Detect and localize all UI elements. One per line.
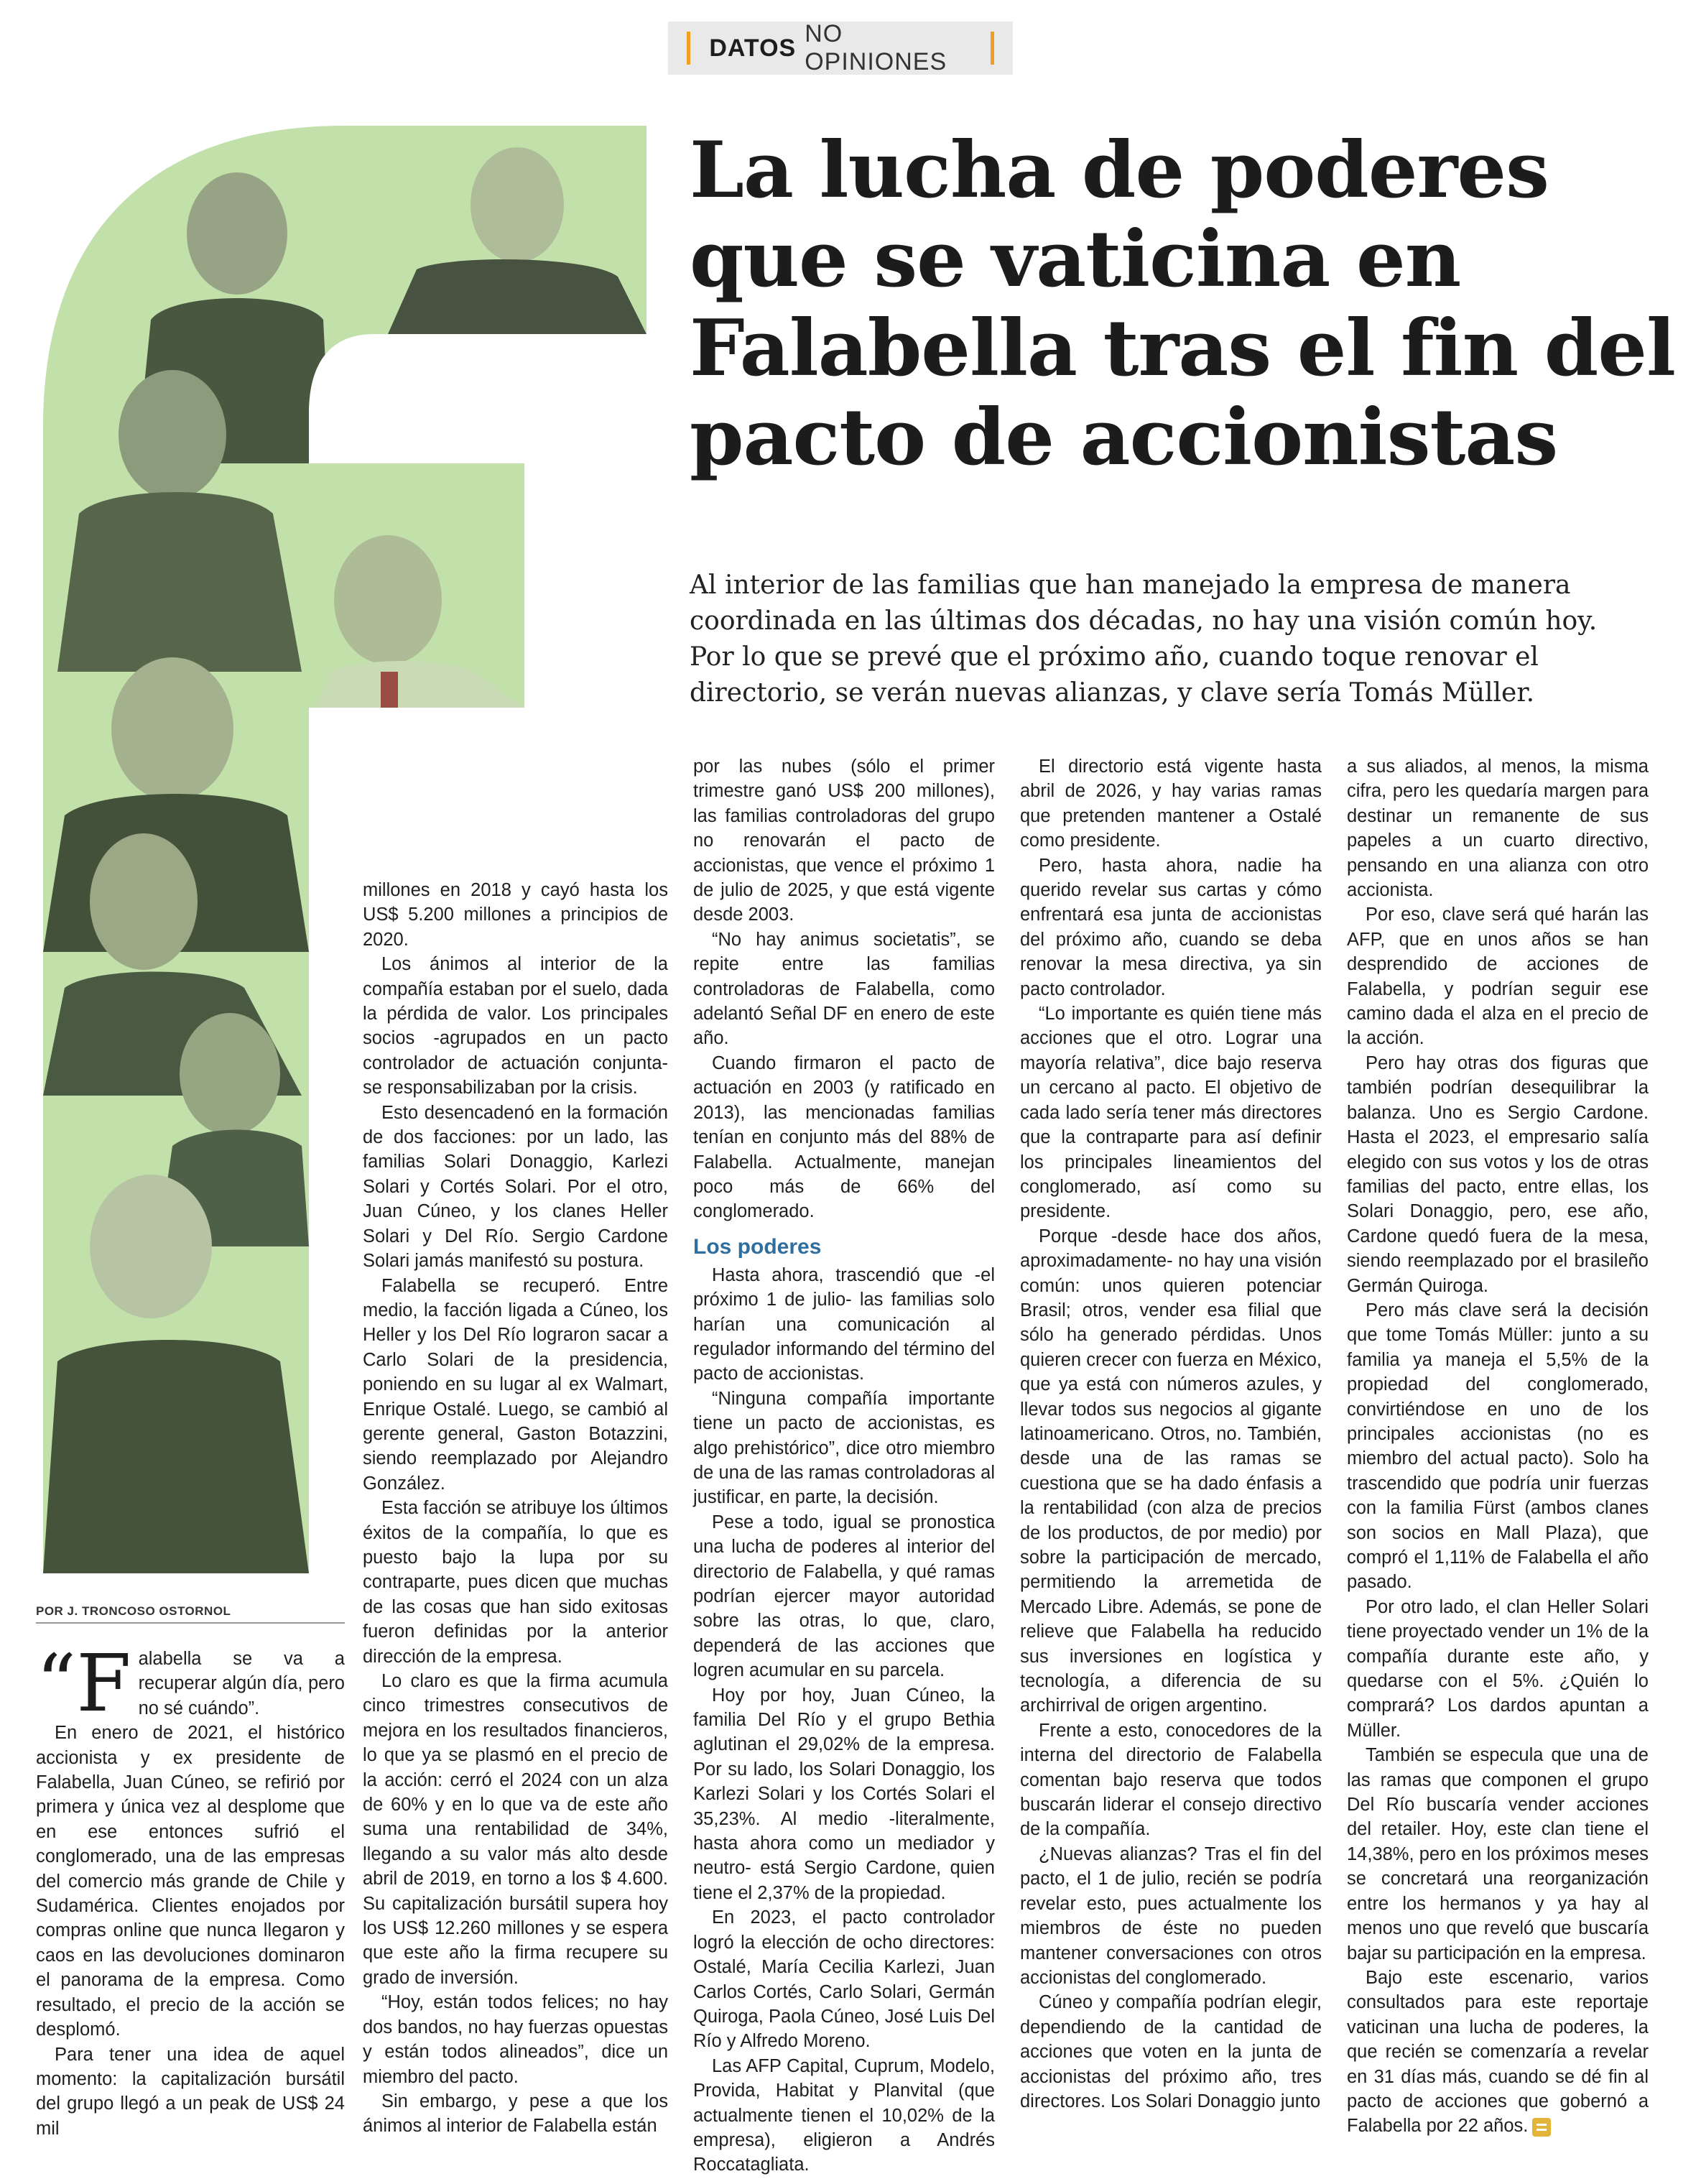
paragraph: “Lo importante es quién tiene más acciones que el otro. Lograr una mayoría relativa”, dice bajo reserva un cercano al pacto. El objetivo de cada lado sería tener más directores que la contraparte para así definir los principales lineamientos del conglomerado, así como su presidente. [1020, 1004, 1322, 1222]
paragraph: Por otro lado, el clan Heller Solari tiene proyectado vender un 1% de la compañía durante este año, y quedarse con el 5%. ¿Quién lo comprará? Los dardos apuntan a Müller. [1347, 1596, 1649, 1741]
paragraph: Pero, hasta ahora, nadie ha querido revelar sus cartas y cómo enfrentará esa junta de accionistas del próximo año, cuando se deba renovar la mesa directiva, ya sin pacto controlador. [1020, 855, 1322, 999]
paragraph: ¿Nuevas alianzas? Tras el fin del pacto, el 1 de julio, recién se podría revelar esto, pues actualmente los miembros de éste no pueden mantener conversaciones con otros accionistas del conglomerado. [1020, 1843, 1322, 1988]
paragraph: En enero de 2021, el histórico accionista y ex presidente de Falabella, Juan Cúneo, se refirió por primera y única vez al desplome que en ese entonces sufrió el conglomerado, una de las empresas del comercio más grande de Chile y Sudamérica. Clientes enojados por compras online que nunca llegaron y caos en las devoluciones dominaron el panorama de la empresa. Como resultado, el precio de la acción se desplomó. [36, 1723, 345, 2040]
paragraph: a sus aliados, al menos, la misma cifra, pero les quedaría margen para destinar un remanente de sus papeles a un cuarto directivo, pensando en una alianza con otro accionista. [1347, 756, 1649, 901]
section-tag-light: NO OPINIONES [805, 20, 947, 75]
paragraph: Frente a esto, conocedores de la interna del directorio de Falabella comentan bajo reserva que todos buscarán liderar el consejo directivo de la compañía. [1020, 1720, 1322, 1840]
paragraph: Pero más clave será la decisión que tome Tomás Müller: junto a su familia ya maneja el 5,5% de la propiedad del conglomerado, convirtiéndose en uno de los principales accionistas (no es miembro del actual pacto). Solo ha trascendido que podría unir fuerzas con la familia Fürst (ambos clanes son socios en Mall Plaza), que compró el 1,11% de Falabella el año pasado. [1347, 1300, 1649, 1593]
paragraph: “No hay animus societatis”, se repite entre las familias controladoras de Falabella, como adelantó Señal DF en enero de este año. [693, 929, 995, 1049]
paragraph: “Hoy, están todos felices; no hay dos bandos, no hay fuerzas opuestas y están todos alineados”, dice un miembro del pacto. [363, 1992, 668, 2087]
paragraph: millones en 2018 y cayó hasta los US$ 5.200 millones a principios de 2020. [363, 880, 668, 950]
paragraph: Porque -desde hace dos años, aproximadamente- no hay una visión común: unos quieren potenciar Brasil; otros, vender esa filial que sólo ha generado pérdidas. Unos quieren crecer con fuerza en México, que ya está con números azules, y llevar todos sus negocios al gigante latinoamericano. Otros, no. También, desde una de las ramas se cuestiona que se ha dado énfasis a la rentabilidad (con alza de precios de los productos, de por medio) por sobre la participación de mercado, permitiendo la arremetida de Mercado Libre. Además, se pone de relieve que Falabella ha reducido sus inversiones en logística y tecnología, a diferencia de su archirrival de origen argentino. [1020, 1226, 1322, 1716]
lead-paragraph [36, 1637, 345, 1729]
paragraph: Hasta ahora, trascendió que -el próximo 1 de julio- las familias solo harían una comunicación al regulador informando del término del pacto de accionistas. [693, 1264, 995, 1384]
byline-rule [36, 1622, 345, 1624]
paragraph: Cuando firmaron el pacto de actuación en 2003 (y ratificado en 2013), las mencionadas familias tenían en conjunto más del 88% de Falabella. Actualmente, manejan poco más de 66% del conglomerado. [693, 1052, 995, 1222]
article-column-4 [1020, 754, 1322, 2114]
paragraph: Esto desencadenó en la formación de dos facciones: por un lado, las familias Solari Donaggio, Karlezi Solari y Cortés Solari. Por el otro, Juan Cúneo, y los clanes Heller Solari y Del Río. Sergio Cardone Solari jamás manifestó su postura. [363, 1102, 668, 1272]
section-tag-right-bar [991, 32, 994, 65]
subhead-los-poderes: Los poderes [693, 1234, 822, 1259]
paragraph: “Ninguna compañía importante tiene un pacto de accionistas, es algo prehistórico”, dice otro miembro de una de las ramas controladoras al justificar, en parte, la decisión. [693, 1388, 995, 1508]
section-tag-left-bar [687, 32, 690, 65]
paragraph: Sin embargo, y pese a que los ánimos al interior de Falabella están [363, 2091, 668, 2137]
paragraph: También se especula que una de las ramas que componen el grupo Del Río buscaría vender acciones del retailer. Hoy, este clan tiene el 14,38%, pero en los próximos meses se concretará una reorganización entre los hermanos y ya hay al menos uno que reveló que buscaría bajar su participación en la empresa. [1347, 1745, 1649, 1963]
section-tag-bold: DATOS [709, 34, 797, 62]
paragraph: Por eso, clave será qué harán las AFP, que en unos años se han desprendido de acciones de Falabella, y podrían seguir ese camino dada el alza en el precio de la acción. [1347, 904, 1649, 1049]
drop-cap: “F [36, 1637, 131, 1729]
paragraph: Hoy por hoy, Juan Cúneo, la familia Del Río y el grupo Bethia aglutinan el 29,02% de la empresa. Por su lado, los Solari Donaggio, los Karlezi Solari y los Cortés Solari el 35,23%. Al medio -literalmente, hasta ahora como un mediador y neutro- está Sergio Cardone, quien tiene el 2,37% de la propiedad. [693, 1685, 995, 1903]
paragraph: El directorio está vigente hasta abril de 2026, y hay varias ramas que pretenden mantener a Ostalé como presidente. [1020, 756, 1322, 851]
article-column-5 [1347, 754, 1649, 2139]
paragraph: Esta facción se atribuye los últimos éxitos de la compañía, lo que es puesto bajo la lupa por su contraparte, pues dicen que muchas de las cosas que han sido exitosas fueron definidas por la anterior dirección de la empresa. [363, 1498, 668, 1667]
paragraph: por las nubes (sólo el primer trimestre ganó US$ 200 millones), las familias controladoras del grupo no renovarán el pacto de accionistas, que vence el próximo 1 de julio de 2025, y que está vigente desde 2003. [693, 756, 995, 925]
end-of-article-icon [1532, 2118, 1551, 2137]
section-tag [668, 22, 1013, 75]
paragraph: Cúneo y compañía podrían elegir, dependiendo de la cantidad de acciones que voten en la junta de accionistas del próximo año, tres directores. Los Solari Donaggio junto [1020, 1992, 1322, 2111]
paragraph: Falabella se recuperó. Entre medio, la facción ligada a Cúneo, los Heller y los Del Río lograron sacar a Carlo Solari de la presidencia, poniendo en su lugar al ex Walmart, Enrique Ostalé. Luego, se cambió al gerente general, Gaston Botazzini, siendo reemplazado por Alejandro González. [363, 1275, 668, 1494]
lead-quote: alabella se va a recuperar algún día, pero no sé cuándo”. [138, 1649, 345, 1718]
paragraph: Los ánimos al interior de la compañía estaban por el suelo, dada la pérdida de valor. Los principales socios -agrupados en un pacto controlador de actuación conjunta- se responsabilizaban por la crisis. [363, 954, 668, 1098]
headline: La lucha de poderes que se vaticina en Falabella tras el fin del pacto de accionistas [690, 125, 1675, 483]
dek: Al interior de las familias que han manejado la empresa de manera coordinada en las últimas dos décadas, no hay una visión común hoy. Por lo que se prevé que el próximo año, cuando toque renovar el directorio, se verán nuevas alianzas, y clave sería Tomás Müller. [690, 570, 1598, 708]
paragraph: Lo claro es que la firma acumula cinco trimestres consecutivos de mejora en los resultados financieros, lo que ya se plasmó en el precio de la acción: cerró el 2024 con un alza de 60% y en lo que va de este año suma una rentabilidad de 34%, llegando a su valor más alto desde abril de 2019, en torno a los $ 4.600. Su capitalización bursátil supera hoy los US$ 12.260 millones y se espera que este año la firma recupere su grado de inversión. [363, 1671, 668, 1988]
paragraph [1347, 1966, 1649, 2139]
paragraph: Pese a todo, igual se pronostica una lucha de poderes al interior del directorio de Falabella, y qué ramas podrían ejercer mayor autoridad sobre las otras, lo que, claro, dependerá de las acciones que logren acumular en su parcela. [693, 1512, 995, 1681]
paragraph: Las AFP Capital, Cuprum, Modelo, Provida, Habitat y Planvital (que actualmente tienen el 10,02% de la empresa), eligieron a Andrés Roccatagliata. [693, 2055, 995, 2175]
paragraph: Para tener una idea de aquel momento: la capitalización bursátil del grupo llegó a un peak de US$ 24 mil [36, 2044, 345, 2139]
article-column-1 [36, 1637, 345, 2141]
article-column-2 [363, 878, 668, 2139]
paragraph: Pero hay otras dos figuras que también podrían desequilibrar la balanza. Uno es Sergio Cardone. Hasta el 2023, el empresario salía elegido con sus votos y los de otras familias del pacto, entre ellas, los Solari Donaggio, pero, ese año, Cardone quedó fuera de la mesa, siendo reemplazado por el brasileño Germán Quiroga. [1347, 1052, 1649, 1296]
paragraph: En 2023, el pacto controlador logró la elección de ocho directores: Ostalé, María Cecilia Karlezi, Juan Carlos Cortés, Carlo Solari, Germán Quiroga, Paola Cúneo, José Luis Del Río y Alfredo Moreno. [693, 1907, 995, 2052]
closing-text: Bajo este escenario, varios consultados para este reportaje vaticinan una lucha de poderes, la que recién se comenzaría a revelar en 31 días más, cuando se dé fin al pacto de acciones que gobernó a Falabella por 22 años. [1347, 1967, 1649, 2137]
article-column-3 [693, 754, 995, 2178]
byline: POR J. TRONCOSO OSTORNOL [36, 1604, 231, 1618]
